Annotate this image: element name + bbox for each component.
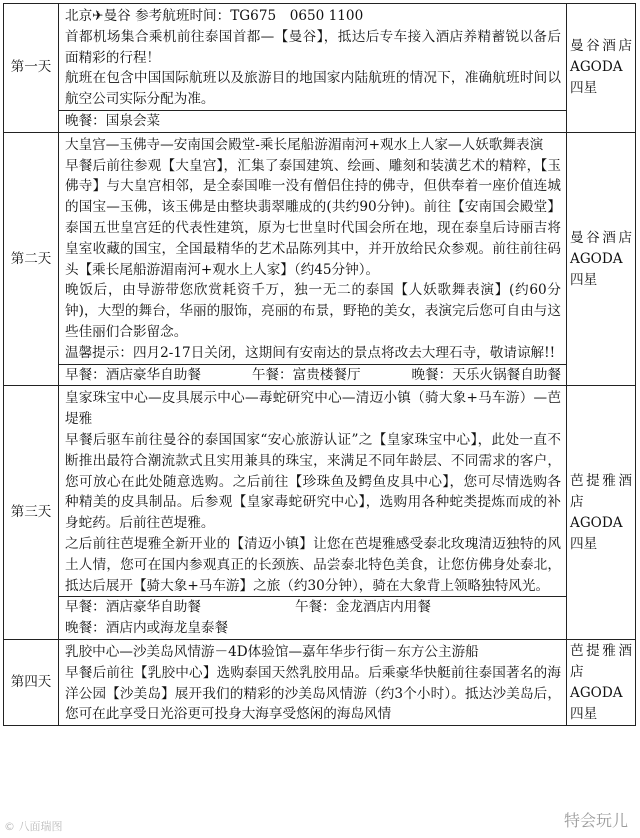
watermark-right: 特会玩儿 <box>562 808 630 831</box>
day-3-content <box>59 386 567 597</box>
day-2-row <box>4 132 636 364</box>
day-1-dinner: 晚餐：国泉会菜 <box>65 112 161 129</box>
day-1-label: 第一天 <box>4 4 59 133</box>
day-2-label: 第二天 <box>4 132 59 386</box>
day-4-label: 第四天 <box>4 639 59 725</box>
day-4-desc: 早餐后前往【乳胶中心】选购泰国天然乳胶用品。后乘豪华快艇前往泰国著名的海洋公园【沙美岛】展开我们的精彩的沙美岛风情游（约3个小时）。抵达沙美岛后，您可在此享受日光浴更可投身大海享受悠闲的海岛风情 <box>65 664 561 723</box>
day-3-route: 皇家珠宝中心—皮具展示中心—毒蛇研究中心—清迈小镇（骑大象+马车游）—芭堤雅 <box>65 390 561 428</box>
day-4-hotel: 芭提雅酒店AGODA四星 <box>567 639 636 725</box>
day-1-meals <box>59 110 567 132</box>
day-2-route: 大皇宫—玉佛寺—安南国会殿堂-乘长尾船游湄南河+观水上人家—人妖歌舞表演 <box>65 136 544 153</box>
day-2-dinner: 晚餐：天乐火锅餐自助餐 <box>411 366 561 383</box>
day-4-row <box>4 639 636 725</box>
day-3-meals <box>65 597 561 618</box>
day-2-evening: 晚饭后，由导游带您欣赏耗资千万，独一无二的泰国【人妖歌舞表演】(约60分钟)，大型的舞台，华丽的服饰，亮丽的布景，野艳的美女，表演完后您可自由与这些佳丽们合影留念。 <box>65 282 561 340</box>
day-3-dinner: 晚餐：酒店内或海龙皇泰餐 <box>65 620 229 637</box>
day-1-desc: 首都机场集合乘机前往泰国首都—【曼谷】，抵达后专车接入酒店养精蓄锐以备后面精彩的行程！ <box>65 28 561 66</box>
day-2-meals-row <box>4 364 636 386</box>
day-1-meals-row <box>4 110 636 132</box>
day-3-lunch: 午餐：金龙酒店内用餐 <box>295 599 431 616</box>
day-3-row <box>4 386 636 597</box>
day-1-row <box>4 4 636 111</box>
day-3-breakfast: 早餐：酒店豪华自助餐 <box>65 599 201 616</box>
day-2-hotel: 曼谷酒店AGODA四星 <box>567 132 636 386</box>
day-2-meals <box>65 365 561 386</box>
day-2-content <box>59 132 567 364</box>
day-1-flight: 北京✈曼谷 参考航班时间：TG675 0650 1100 <box>65 8 364 24</box>
watermark-left: © 八面瑞图 <box>4 820 63 833</box>
day-3-hotel: 芭提雅酒店AGODA四星 <box>567 386 636 640</box>
day-2-desc: 早餐后前往参观【大皇宫】，汇集了泰国建筑、绘画、雕刻和装潢艺术的精粹，【玉佛寺】与大皇宫相邻，是全泰国唯一没有僧侣住持的佛寺，但供奉着一座价值连城的国宝—玉佛，该玉佛是由整块翡翠雕成的(共约90分钟)。前往【安南国会殿堂】泰国五世皇宫廷的代表性建筑，原为七世皇时代国会所在地，现在泰皇后诗丽吉将皇室收藏的国宝，全国最精华的艺术品陈列其中，并开放给民众参观。前往前往码头【乘长尾船游湄南河+观水上人家】（约45分钟）。 <box>65 157 561 278</box>
day-4-route: 乳胶中心—沙美岛风情游－4D体验馆—嘉年华步行街－东方公主游船 <box>65 643 479 660</box>
day-2-tip: 温馨提示：四月2-17日关闭，这期间有安南达的景点将改去大理石寺，敬请谅解!! <box>65 344 556 361</box>
itinerary-table <box>3 3 636 726</box>
day-3-desc2: 之后前往芭堤雅全新开业的【清迈小镇】让您在芭堤雅感受泰北玫瑰清迈独特的风土人情，您可在国内参观真正的长颈族、品尝泰北特色美食，让您仿佛身处泰北，抵达后展开【骑大象+马车游】之旅（约30分钟），骑在大象背上领略独特风光。 <box>65 535 561 594</box>
day-3-desc: 早餐后驱车前往曼谷的泰国国家“安心旅游认证”之【皇家珠宝中心】，此处一直不断推出最符合潮流款式且实用兼具的珠宝，来满足不同年龄层、不同需求的客户，您可放心在此处随意选购。之后前往【珍珠鱼及鳄鱼皮具中心】，您可尽情选购各种精美的皮具制品。后参观【皇家毒蛇研究中心】，选购用各种蛇类提炼而成的补身蛇药。后前往芭堤雅。 <box>65 431 561 532</box>
day-2-breakfast: 早餐：酒店豪华自助餐 <box>65 366 201 383</box>
day-2-lunch: 午餐：富贵楼餐厅 <box>251 366 361 383</box>
day-1-content <box>59 4 567 111</box>
day-4-content <box>59 639 567 725</box>
day-1-note: 航班在包含中国国际航班以及旅游目的地国家内陆航班的情况下，准确航班时间以航空公司实际分配为准。 <box>65 70 561 108</box>
day-1-hotel: 曼谷酒店AGODA四星 <box>567 4 636 133</box>
day-3-label: 第三天 <box>4 386 59 640</box>
day-3-meals-row <box>4 597 636 640</box>
